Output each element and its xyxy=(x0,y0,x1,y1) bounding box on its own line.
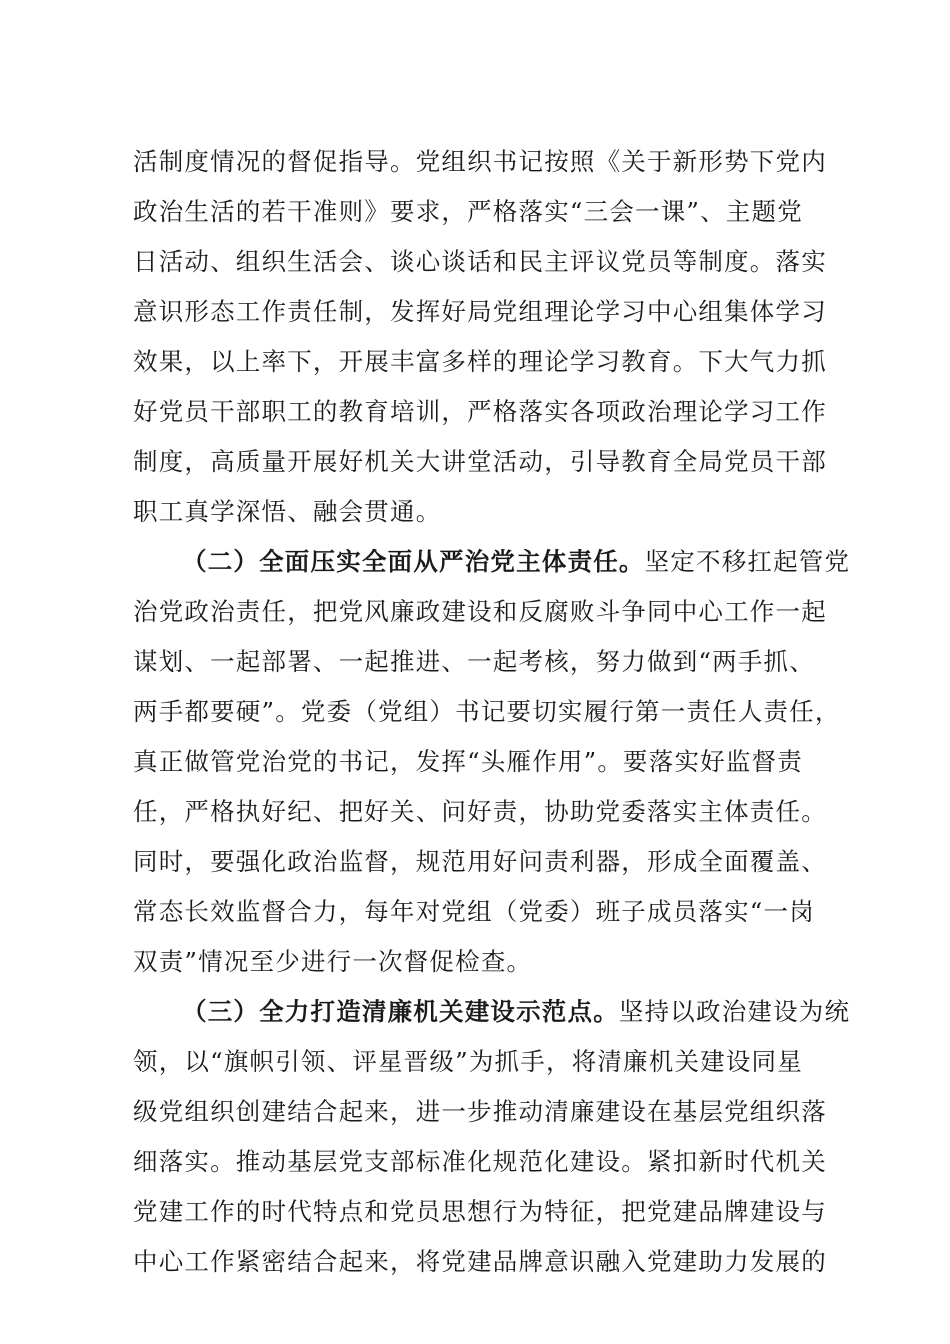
text-run: 坚定不移扛起管党 xyxy=(644,547,851,576)
section-heading: （三）全力打造清廉机关建设示范点。 xyxy=(182,997,619,1026)
text-line: 党建工作的时代特点和党员思想行为特征，把党建品牌建设与 xyxy=(133,1197,827,1226)
text-line: 效果，以上率下，开展丰富多样的理论学习教育。下大气力抓 xyxy=(133,347,827,376)
text-line: 职工真学深悟、融会贯通。 xyxy=(133,497,442,526)
text-line: 政治生活的若干准则》要求，严格落实“三会一课”、主题党 xyxy=(133,197,803,226)
text-line: 常态长效监督合力，每年对党组（党委）班子成员落实“一岗 xyxy=(133,897,815,926)
text-run: 坚持以政治建设为统 xyxy=(618,997,851,1026)
text-line: 好党员干部职工的教育培训，严格落实各项政治理论学习工作 xyxy=(133,397,827,426)
text-line-first xyxy=(133,987,851,1037)
text-line: 任，严格执好纪、把好关、问好责，协助党委落实主体责任。 xyxy=(133,797,827,826)
document-body xyxy=(133,137,851,1287)
text-line: 中心工作紧密结合起来，将党建品牌意识融入党建助力发展的 xyxy=(133,1247,827,1276)
text-line: 同时，要强化政治监督，规范用好问责利器，形成全面覆盖、 xyxy=(133,847,827,876)
paragraph-2 xyxy=(133,537,851,987)
text-line: 日活动、组织生活会、谈心谈话和民主评议党员等制度。落实 xyxy=(133,247,827,276)
section-heading: （二）全面压实全面从严治党主体责任。 xyxy=(182,547,645,576)
text-line: 领，以“旗帜引领、评星晋级”为抓手，将清廉机关建设同星 xyxy=(133,1047,803,1076)
text-line: 谋划、一起部署、一起推进、一起考核，努力做到“两手抓、 xyxy=(133,647,815,676)
text-line: 治党政治责任，把党风廉政建设和反腐败斗争同中心工作一起 xyxy=(133,597,827,626)
text-line: 意识形态工作责任制，发挥好局党组理论学习中心组集体学习 xyxy=(133,297,827,326)
paragraph-1 xyxy=(133,137,827,537)
text-line-first xyxy=(133,537,851,587)
text-line: 双责”情况至少进行一次督促检查。 xyxy=(133,947,533,976)
paragraph-3 xyxy=(133,987,851,1287)
text-line: 制度，高质量开展好机关大讲堂活动，引导教育全局党员干部 xyxy=(133,447,827,476)
text-line: 两手都要硬”。党委（党组）书记要切实履行第一责任人责任， xyxy=(133,697,841,726)
text-line: 细落实。推动基层党支部标准化规范化建设。紧扣新时代机关 xyxy=(133,1147,827,1176)
text-line: 活制度情况的督促指导。党组织书记按照《关于新形势下党内 xyxy=(133,147,827,176)
text-line: 真正做管党治党的书记，发挥“头雁作用”。要落实好监督责 xyxy=(133,747,803,776)
text-line: 级党组织创建结合起来，进一步推动清廉建设在基层党组织落 xyxy=(133,1097,827,1126)
